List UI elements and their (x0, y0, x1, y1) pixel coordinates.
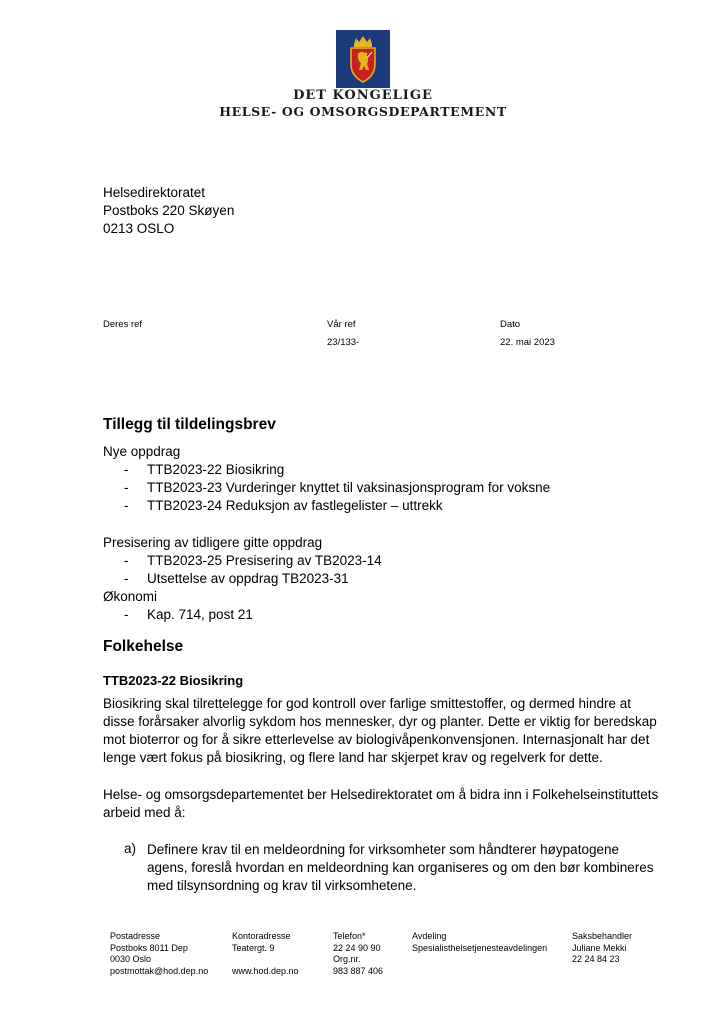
list-item-a (147, 841, 654, 895)
list-item: TTB2023-22 Biosikring (147, 462, 285, 477)
biosikring-paragraph (103, 695, 663, 767)
footer-label: Saksbehandler (572, 931, 633, 941)
footer-value: 22 24 84 23 (572, 954, 620, 964)
list-bullet: - (124, 571, 129, 586)
paragraph-line: Helse- og omsorgsdepartementet ber Helsedirektoratet om å bidra inn i Folkehelseinstituttets (103, 787, 659, 802)
list-item: Utsettelse av oppdrag TB2023-31 (147, 571, 349, 586)
footer-email-link[interactable]: postmottak@hod.dep.no (110, 965, 209, 976)
list-marker-a: a) (124, 841, 137, 856)
footer-saksbehandler (572, 931, 632, 966)
list-bullet: - (124, 553, 129, 568)
recipient-name: Helsedirektoratet (103, 185, 206, 200)
deres-ref-label: Deres ref (103, 319, 143, 330)
footer-postadresse (110, 931, 208, 977)
paragraph-line: mot bioterror og for å sikre etterlevelse av biologivåpenkonvensjonen. Internasjonalt har det (103, 732, 650, 747)
dato-value: 22. mai 2023 (500, 337, 555, 348)
department-name-line2: HELSE- OG OMSORGSDEPARTEMENT (219, 104, 507, 119)
list-item: TTB2023-23 Vurderinger knyttet til vaksinasjonsprogram for voksne (147, 480, 551, 495)
norwegian-coat-of-arms-icon (336, 30, 390, 88)
list-item: TTB2023-24 Reduksjon av fastlegelister – uttrekk (147, 498, 443, 513)
biosikring-heading: TTB2023-22 Biosikring (103, 673, 244, 688)
footer-label: Kontoradresse (232, 931, 291, 941)
footer-value (232, 954, 299, 966)
footer-value: Juliane Mekki (572, 942, 627, 953)
footer-kontoradresse (232, 931, 299, 977)
footer-avdeling (412, 931, 547, 954)
list-bullet: - (124, 607, 129, 622)
footer-label: Avdeling (412, 931, 447, 941)
ministry-logo (218, 30, 508, 122)
list-item-line: agens, foreslå hvordan en meldeordning kan organiseres og om den bør kombineres (147, 860, 654, 875)
section-title-presisering: Presisering av tidligere gitte oppdrag (103, 535, 323, 550)
paragraph-line: Biosikring skal tilrettelegge for god kontroll over farlige smittestoffer, og dermed hindre at (103, 696, 632, 711)
paragraph-line: lenge vært fokus på biosikring, og flere land har skjerpet krav og regelverk for dette. (103, 750, 603, 765)
recipient-address (103, 184, 234, 238)
request-paragraph (103, 786, 663, 822)
section-title-nye-oppdrag: Nye oppdrag (103, 444, 181, 459)
list-bullet: - (124, 480, 129, 495)
footer-value: Spesialisthelsetjenesteavdelingen (412, 942, 548, 953)
paragraph-line: disse forårsaker alvorlig sykdom hos mennesker, dyr og planter. Dette er viktig for beredskap (103, 714, 657, 729)
list-bullet: - (124, 498, 129, 513)
footer-value: 983 887 406 (333, 965, 384, 976)
recipient-street: Postboks 220 Skøyen (103, 203, 235, 218)
footer-website-link[interactable]: www.hod.dep.no (232, 965, 299, 976)
folkehelse-heading: Folkehelse (103, 638, 184, 655)
list-item: TTB2023-25 Presisering av TB2023-14 (147, 553, 382, 568)
list-item-line: Definere krav til en meldeordning for virksomheter som håndterer høypatogene (147, 842, 619, 857)
department-name-line1: DET KONGELIGE (293, 88, 433, 103)
document-title: Tillegg til tildelingsbrev (103, 416, 276, 433)
footer-label: Org.nr. (333, 954, 361, 964)
paragraph-line: arbeid med å: (103, 805, 186, 820)
footer-value: Postboks 8011 Dep (110, 942, 188, 953)
footer-telefon (333, 931, 383, 977)
list-item: Kap. 714, post 21 (147, 607, 253, 622)
var-ref-label: Vår ref (327, 319, 356, 330)
footer-value: 0030 Oslo (110, 954, 152, 964)
list-bullet: - (124, 462, 129, 477)
footer-value: 22 24 90 90 (333, 942, 381, 953)
footer-value: Teatergt. 9 (232, 942, 275, 953)
var-ref-value: 23/133- (327, 337, 360, 348)
footer-label: Telefon* (333, 931, 366, 941)
list-item-line: med tilsynsordning og krav til virksomhetene. (147, 878, 417, 893)
section-title-okonomi: Økonomi (103, 589, 158, 604)
dato-label: Dato (500, 319, 521, 330)
recipient-city: 0213 OSLO (103, 221, 175, 236)
footer-label: Postadresse (110, 931, 161, 941)
